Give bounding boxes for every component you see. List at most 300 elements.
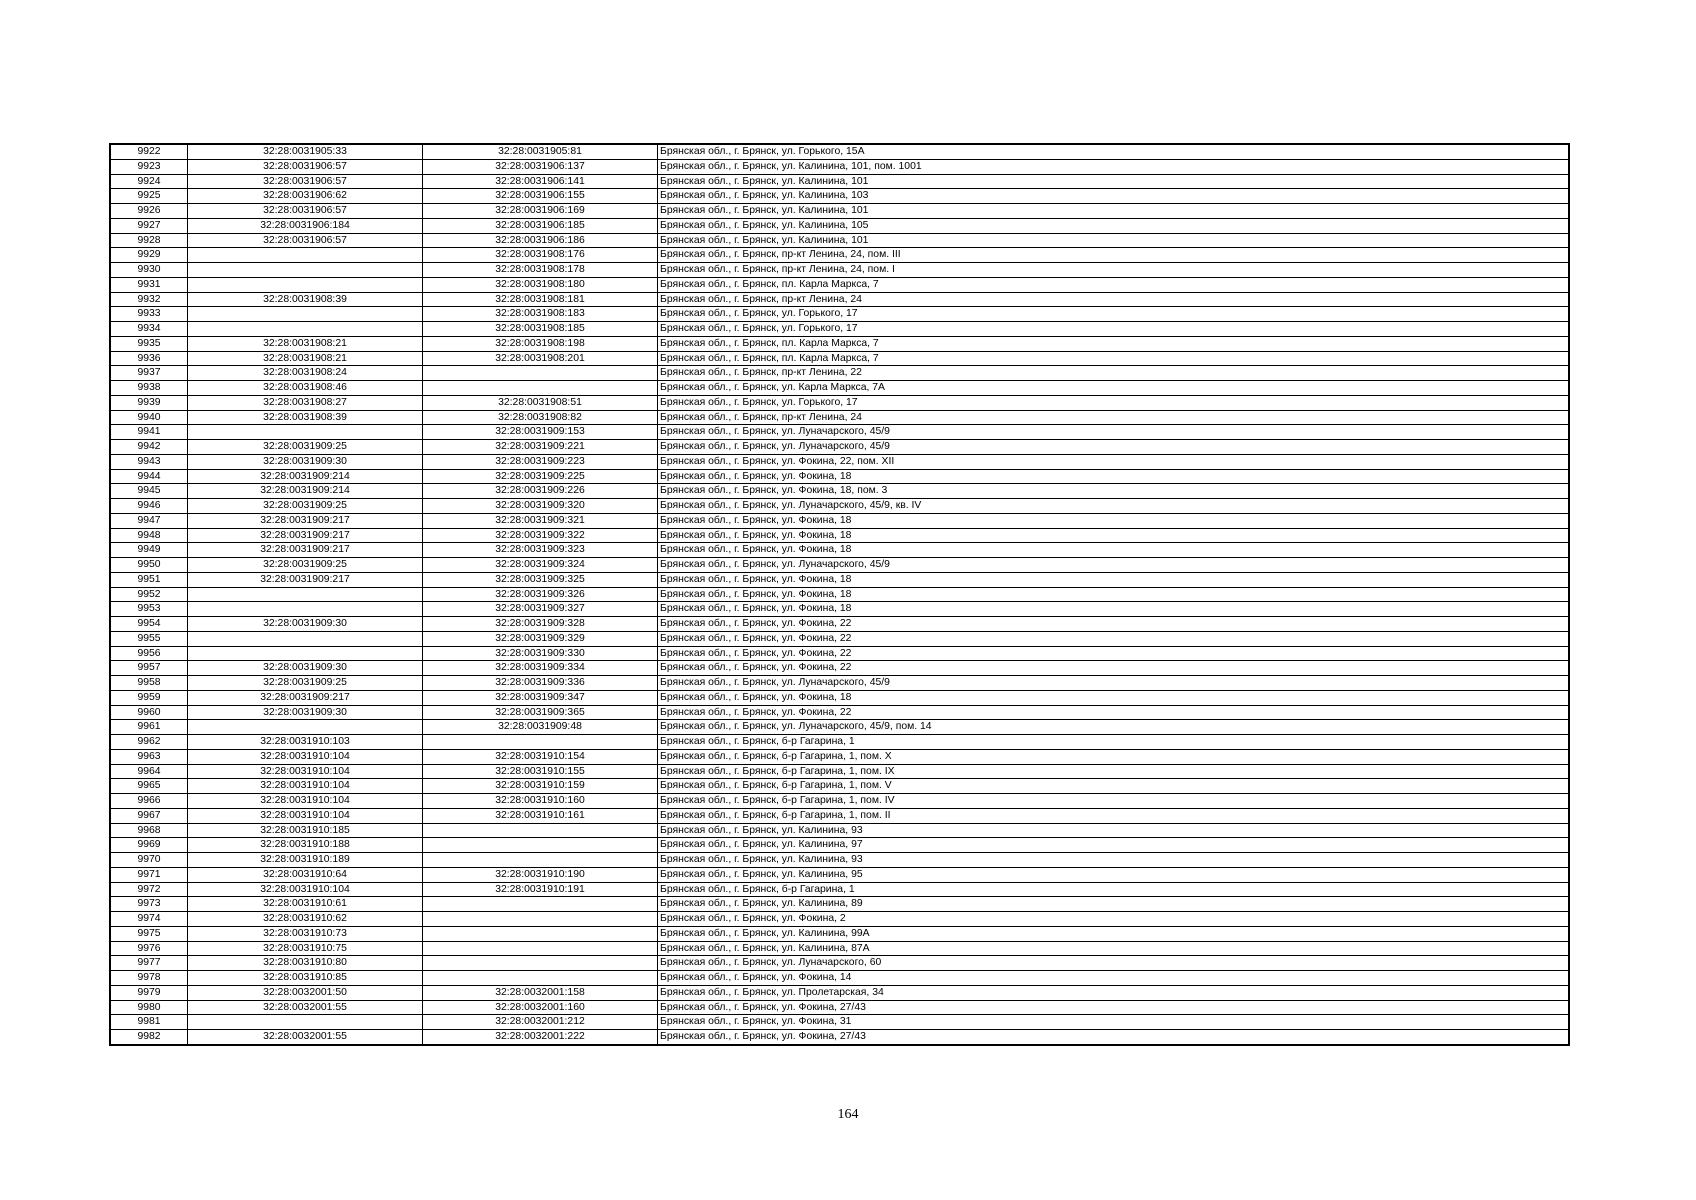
table-row	[110, 882, 1569, 897]
table-row	[110, 322, 1569, 337]
parcel-number-cell: 32:28:0031910:188	[188, 838, 423, 853]
address-cell: Брянская обл., г. Брянск, пл. Карла Маркса, 7	[658, 351, 1570, 366]
address-cell: Брянская обл., г. Брянск, ул. Калинина, 97	[658, 838, 1570, 853]
table-row	[110, 410, 1569, 425]
row-number-cell: 9981	[110, 1015, 188, 1030]
object-number-cell: 32:28:0031909:322	[423, 528, 658, 543]
address-cell: Брянская обл., г. Брянск, ул. Луначарского, 45/9	[658, 425, 1570, 440]
address-cell: Брянская обл., г. Брянск, ул. Фокина, 22	[658, 631, 1570, 646]
table-row	[110, 971, 1569, 986]
parcel-number-cell: 32:28:0031909:217	[188, 690, 423, 705]
address-cell: Брянская обл., г. Брянск, ул. Фокина, 2	[658, 912, 1570, 927]
address-cell: Брянская обл., г. Брянск, ул. Горького, 17	[658, 307, 1570, 322]
parcel-number-cell: 32:28:0031908:24	[188, 366, 423, 381]
row-number-cell: 9969	[110, 838, 188, 853]
address-cell: Брянская обл., г. Брянск, ул. Фокина, 22	[658, 617, 1570, 632]
parcel-number-cell: 32:28:0031909:25	[188, 440, 423, 455]
object-number-cell: 32:28:0032001:212	[423, 1015, 658, 1030]
row-number-cell: 9934	[110, 322, 188, 337]
object-number-cell: 32:28:0031906:141	[423, 174, 658, 189]
table-row	[110, 794, 1569, 809]
object-number-cell: 32:28:0031909:365	[423, 705, 658, 720]
table-row	[110, 484, 1569, 499]
parcel-number-cell: 32:28:0031906:184	[188, 218, 423, 233]
object-number-cell	[423, 926, 658, 941]
object-number-cell: 32:28:0032001:160	[423, 1000, 658, 1015]
object-number-cell: 32:28:0031910:191	[423, 882, 658, 897]
table-row	[110, 646, 1569, 661]
object-number-cell	[423, 956, 658, 971]
table-row	[110, 351, 1569, 366]
row-number-cell: 9975	[110, 926, 188, 941]
table-row	[110, 159, 1569, 174]
page-number: 164	[837, 1107, 859, 1122]
object-number-cell: 32:28:0031909:320	[423, 499, 658, 514]
parcel-number-cell	[188, 602, 423, 617]
parcel-number-cell: 32:28:0031910:185	[188, 823, 423, 838]
object-number-cell: 32:28:0031909:336	[423, 676, 658, 691]
address-cell: Брянская обл., г. Брянск, ул. Горького, 17	[658, 322, 1570, 337]
row-number-cell: 9954	[110, 617, 188, 632]
address-cell: Брянская обл., г. Брянск, ул. Фокина, 27/43	[658, 1000, 1570, 1015]
table-row	[110, 454, 1569, 469]
address-cell: Брянская обл., г. Брянск, б-р Гагарина, 1, пом. II	[658, 808, 1570, 823]
object-number-cell: 32:28:0031909:225	[423, 469, 658, 484]
parcel-number-cell: 32:28:0032001:50	[188, 985, 423, 1000]
parcel-number-cell: 32:28:0031908:46	[188, 381, 423, 396]
row-number-cell: 9922	[110, 144, 188, 159]
row-number-cell: 9951	[110, 572, 188, 587]
row-number-cell: 9929	[110, 248, 188, 263]
table-row	[110, 956, 1569, 971]
table-row	[110, 189, 1569, 204]
parcel-number-cell: 32:28:0031908:21	[188, 351, 423, 366]
table-row	[110, 381, 1569, 396]
table-row	[110, 749, 1569, 764]
row-number-cell: 9963	[110, 749, 188, 764]
parcel-number-cell	[188, 587, 423, 602]
address-cell: Брянская обл., г. Брянск, ул. Фокина, 18	[658, 602, 1570, 617]
address-cell: Брянская обл., г. Брянск, ул. Фокина, 18	[658, 469, 1570, 484]
object-number-cell: 32:28:0031909:328	[423, 617, 658, 632]
row-number-cell: 9967	[110, 808, 188, 823]
address-cell: Брянская обл., г. Брянск, пр-кт Ленина, 22	[658, 366, 1570, 381]
parcel-number-cell: 32:28:0031910:64	[188, 867, 423, 882]
object-number-cell	[423, 823, 658, 838]
address-cell: Брянская обл., г. Брянск, ул. Калинина, 101	[658, 233, 1570, 248]
address-cell: Брянская обл., г. Брянск, ул. Калинина, 95	[658, 867, 1570, 882]
address-cell: Брянская обл., г. Брянск, ул. Пролетарская, 34	[658, 985, 1570, 1000]
parcel-number-cell: 32:28:0031910:104	[188, 779, 423, 794]
address-cell: Брянская обл., г. Брянск, ул. Фокина, 18	[658, 587, 1570, 602]
table-row	[110, 897, 1569, 912]
row-number-cell: 9927	[110, 218, 188, 233]
object-number-cell: 32:28:0031909:321	[423, 513, 658, 528]
table-row	[110, 528, 1569, 543]
object-number-cell: 32:28:0031909:153	[423, 425, 658, 440]
row-number-cell: 9944	[110, 469, 188, 484]
address-cell: Брянская обл., г. Брянск, ул. Калинина, 101, пом. 1001	[658, 159, 1570, 174]
parcel-number-cell: 32:28:0031908:39	[188, 292, 423, 307]
address-cell: Брянская обл., г. Брянск, пр-кт Ленина, 24	[658, 292, 1570, 307]
row-number-cell: 9971	[110, 867, 188, 882]
table-row	[110, 469, 1569, 484]
object-number-cell: 32:28:0031909:325	[423, 572, 658, 587]
parcel-number-cell: 32:28:0031909:25	[188, 499, 423, 514]
object-number-cell: 32:28:0031906:169	[423, 204, 658, 219]
address-cell: Брянская обл., г. Брянск, ул. Фокина, 18	[658, 572, 1570, 587]
row-number-cell: 9924	[110, 174, 188, 189]
address-cell: Брянская обл., г. Брянск, ул. Фокина, 18, пом. 3	[658, 484, 1570, 499]
parcel-number-cell: 32:28:0031910:104	[188, 749, 423, 764]
address-cell: Брянская обл., г. Брянск, пл. Карла Маркса, 7	[658, 277, 1570, 292]
address-cell: Брянская обл., г. Брянск, ул. Фокина, 22	[658, 661, 1570, 676]
row-number-cell: 9938	[110, 381, 188, 396]
row-number-cell: 9966	[110, 794, 188, 809]
parcel-number-cell: 32:28:0031908:21	[188, 336, 423, 351]
row-number-cell: 9972	[110, 882, 188, 897]
parcel-number-cell: 32:28:0031909:217	[188, 572, 423, 587]
parcel-number-cell: 32:28:0031909:30	[188, 661, 423, 676]
table-row	[110, 1015, 1569, 1030]
address-cell: Брянская обл., г. Брянск, ул. Калинина, 99А	[658, 926, 1570, 941]
address-cell: Брянская обл., г. Брянск, ул. Фокина, 22	[658, 646, 1570, 661]
table-row	[110, 676, 1569, 691]
object-number-cell: 32:28:0031909:327	[423, 602, 658, 617]
parcel-number-cell: 32:28:0031906:62	[188, 189, 423, 204]
row-number-cell: 9943	[110, 454, 188, 469]
address-cell: Брянская обл., г. Брянск, ул. Калинина, 93	[658, 853, 1570, 868]
table-row	[110, 218, 1569, 233]
row-number-cell: 9958	[110, 676, 188, 691]
table-row	[110, 617, 1569, 632]
row-number-cell: 9939	[110, 395, 188, 410]
object-number-cell: 32:28:0031909:221	[423, 440, 658, 455]
address-cell: Брянская обл., г. Брянск, ул. Луначарского, 45/9	[658, 676, 1570, 691]
row-number-cell: 9955	[110, 631, 188, 646]
address-cell: Брянская обл., г. Брянск, ул. Горького, 15А	[658, 144, 1570, 159]
row-number-cell: 9930	[110, 263, 188, 278]
table-row	[110, 779, 1569, 794]
object-number-cell: 32:28:0031908:180	[423, 277, 658, 292]
object-number-cell: 32:28:0031908:82	[423, 410, 658, 425]
object-number-cell: 32:28:0031909:323	[423, 543, 658, 558]
table-row	[110, 587, 1569, 602]
parcel-number-cell: 32:28:0031910:104	[188, 882, 423, 897]
parcel-number-cell: 32:28:0031909:217	[188, 513, 423, 528]
row-number-cell: 9962	[110, 735, 188, 750]
row-number-cell: 9980	[110, 1000, 188, 1015]
row-number-cell: 9959	[110, 690, 188, 705]
row-number-cell: 9978	[110, 971, 188, 986]
row-number-cell: 9931	[110, 277, 188, 292]
address-cell: Брянская обл., г. Брянск, б-р Гагарина, 1, пом. IV	[658, 794, 1570, 809]
row-number-cell: 9952	[110, 587, 188, 602]
row-number-cell: 9926	[110, 204, 188, 219]
row-number-cell: 9957	[110, 661, 188, 676]
table-row	[110, 764, 1569, 779]
row-number-cell: 9948	[110, 528, 188, 543]
parcel-number-cell: 32:28:0031909:214	[188, 469, 423, 484]
table-row	[110, 543, 1569, 558]
object-number-cell: 32:28:0031908:51	[423, 395, 658, 410]
table-row	[110, 631, 1569, 646]
object-number-cell	[423, 735, 658, 750]
object-number-cell	[423, 381, 658, 396]
table-row	[110, 513, 1569, 528]
row-number-cell: 9937	[110, 366, 188, 381]
row-number-cell: 9976	[110, 941, 188, 956]
object-number-cell	[423, 366, 658, 381]
parcel-number-cell: 32:28:0031908:27	[188, 395, 423, 410]
object-number-cell	[423, 912, 658, 927]
parcel-number-cell: 32:28:0031909:30	[188, 617, 423, 632]
address-cell: Брянская обл., г. Брянск, б-р Гагарина, 1	[658, 882, 1570, 897]
object-number-cell: 32:28:0031908:185	[423, 322, 658, 337]
table-row	[110, 336, 1569, 351]
object-number-cell	[423, 897, 658, 912]
row-number-cell: 9953	[110, 602, 188, 617]
address-cell: Брянская обл., г. Брянск, б-р Гагарина, 1, пом. V	[658, 779, 1570, 794]
address-cell: Брянская обл., г. Брянск, ул. Луначарского, 45/9, кв. IV	[658, 499, 1570, 514]
parcel-number-cell: 32:28:0031909:217	[188, 528, 423, 543]
object-number-cell: 32:28:0031908:181	[423, 292, 658, 307]
table-row	[110, 440, 1569, 455]
object-number-cell: 32:28:0031910:154	[423, 749, 658, 764]
parcel-number-cell: 32:28:0031910:80	[188, 956, 423, 971]
row-number-cell: 9936	[110, 351, 188, 366]
row-number-cell: 9964	[110, 764, 188, 779]
object-number-cell: 32:28:0031909:334	[423, 661, 658, 676]
table-row	[110, 277, 1569, 292]
table-row	[110, 705, 1569, 720]
address-cell: Брянская обл., г. Брянск, ул. Горького, 17	[658, 395, 1570, 410]
object-number-cell: 32:28:0031910:161	[423, 808, 658, 823]
parcel-number-cell	[188, 631, 423, 646]
parcel-number-cell: 32:28:0031906:57	[188, 159, 423, 174]
address-cell: Брянская обл., г. Брянск, ул. Фокина, 18	[658, 528, 1570, 543]
address-cell: Брянская обл., г. Брянск, ул. Фокина, 31	[658, 1015, 1570, 1030]
address-cell: Брянская обл., г. Брянск, б-р Гагарина, 1, пом. IX	[658, 764, 1570, 779]
address-cell: Брянская обл., г. Брянск, ул. Карла Маркса, 7А	[658, 381, 1570, 396]
row-number-cell: 9982	[110, 1030, 188, 1045]
table-row	[110, 985, 1569, 1000]
row-number-cell: 9973	[110, 897, 188, 912]
row-number-cell: 9968	[110, 823, 188, 838]
parcel-number-cell	[188, 263, 423, 278]
parcel-number-cell: 32:28:0031910:104	[188, 808, 423, 823]
object-number-cell: 32:28:0031908:201	[423, 351, 658, 366]
address-cell: Брянская обл., г. Брянск, ул. Луначарского, 45/9	[658, 440, 1570, 455]
address-cell: Брянская обл., г. Брянск, ул. Фокина, 18	[658, 690, 1570, 705]
object-number-cell: 32:28:0031908:183	[423, 307, 658, 322]
address-cell: Брянская обл., г. Брянск, ул. Луначарского, 45/9, пом. 14	[658, 720, 1570, 735]
row-number-cell: 9935	[110, 336, 188, 351]
table-row	[110, 853, 1569, 868]
parcel-number-cell: 32:28:0031908:39	[188, 410, 423, 425]
parcel-number-cell: 32:28:0031910:73	[188, 926, 423, 941]
address-cell: Брянская обл., г. Брянск, ул. Калинина, 101	[658, 174, 1570, 189]
row-number-cell: 9949	[110, 543, 188, 558]
parcel-number-cell	[188, 646, 423, 661]
parcel-number-cell: 32:28:0032001:55	[188, 1030, 423, 1045]
object-number-cell	[423, 941, 658, 956]
address-cell: Брянская обл., г. Брянск, ул. Фокина, 22	[658, 705, 1570, 720]
parcel-number-cell: 32:28:0031910:104	[188, 794, 423, 809]
table-row	[110, 292, 1569, 307]
object-number-cell: 32:28:0031909:223	[423, 454, 658, 469]
table-row	[110, 144, 1569, 159]
object-number-cell: 32:28:0031910:155	[423, 764, 658, 779]
table-body	[110, 144, 1569, 1045]
row-number-cell: 9979	[110, 985, 188, 1000]
object-number-cell: 32:28:0031909:329	[423, 631, 658, 646]
address-cell: Брянская обл., г. Брянск, ул. Луначарского, 45/9	[658, 558, 1570, 573]
table-row	[110, 572, 1569, 587]
row-number-cell: 9970	[110, 853, 188, 868]
parcel-number-cell	[188, 425, 423, 440]
object-number-cell: 32:28:0031906:155	[423, 189, 658, 204]
address-cell: Брянская обл., г. Брянск, б-р Гагарина, 1	[658, 735, 1570, 750]
table-row	[110, 823, 1569, 838]
address-cell: Брянская обл., г. Брянск, б-р Гагарина, 1, пом. X	[658, 749, 1570, 764]
address-cell: Брянская обл., г. Брянск, ул. Калинина, 103	[658, 189, 1570, 204]
row-number-cell: 9974	[110, 912, 188, 927]
parcel-number-cell: 32:28:0031909:25	[188, 558, 423, 573]
parcel-number-cell: 32:28:0031909:30	[188, 705, 423, 720]
parcel-number-cell: 32:28:0032001:55	[188, 1000, 423, 1015]
object-number-cell: 32:28:0031905:81	[423, 144, 658, 159]
object-number-cell: 32:28:0032001:158	[423, 985, 658, 1000]
table-row	[110, 867, 1569, 882]
table-row	[110, 204, 1569, 219]
object-number-cell: 32:28:0032001:222	[423, 1030, 658, 1045]
row-number-cell: 9965	[110, 779, 188, 794]
row-number-cell: 9946	[110, 499, 188, 514]
row-number-cell: 9961	[110, 720, 188, 735]
table-row	[110, 838, 1569, 853]
table-row	[110, 248, 1569, 263]
row-number-cell: 9977	[110, 956, 188, 971]
object-number-cell: 32:28:0031910:190	[423, 867, 658, 882]
object-number-cell: 32:28:0031910:159	[423, 779, 658, 794]
parcel-number-cell: 32:28:0031905:33	[188, 144, 423, 159]
parcel-number-cell: 32:28:0031910:189	[188, 853, 423, 868]
table-row	[110, 233, 1569, 248]
table-row	[110, 735, 1569, 750]
table-row	[110, 661, 1569, 676]
address-cell: Брянская обл., г. Брянск, пр-кт Ленина, 24	[658, 410, 1570, 425]
object-number-cell: 32:28:0031906:186	[423, 233, 658, 248]
object-number-cell: 32:28:0031909:347	[423, 690, 658, 705]
table-row	[110, 602, 1569, 617]
table-row	[110, 499, 1569, 514]
parcel-number-cell: 32:28:0031906:57	[188, 204, 423, 219]
table-row	[110, 366, 1569, 381]
table-row	[110, 174, 1569, 189]
object-number-cell	[423, 971, 658, 986]
parcel-number-cell: 32:28:0031910:104	[188, 764, 423, 779]
address-cell: Брянская обл., г. Брянск, ул. Фокина, 22, пом. XII	[658, 454, 1570, 469]
table-row	[110, 720, 1569, 735]
table-row	[110, 1030, 1569, 1045]
address-cell: Брянская обл., г. Брянск, пр-кт Ленина, 24, пом. I	[658, 263, 1570, 278]
object-number-cell	[423, 838, 658, 853]
address-cell: Брянская обл., г. Брянск, ул. Фокина, 18	[658, 543, 1570, 558]
row-number-cell: 9923	[110, 159, 188, 174]
address-cell: Брянская обл., г. Брянск, ул. Луначарского, 60	[658, 956, 1570, 971]
table-row	[110, 941, 1569, 956]
parcel-number-cell: 32:28:0031906:57	[188, 174, 423, 189]
row-number-cell: 9945	[110, 484, 188, 499]
parcel-number-cell: 32:28:0031909:30	[188, 454, 423, 469]
parcel-number-cell: 32:28:0031909:217	[188, 543, 423, 558]
row-number-cell: 9925	[110, 189, 188, 204]
row-number-cell: 9950	[110, 558, 188, 573]
object-number-cell	[423, 853, 658, 868]
table-row	[110, 263, 1569, 278]
parcel-number-cell: 32:28:0031909:214	[188, 484, 423, 499]
parcel-number-cell: 32:28:0031910:61	[188, 897, 423, 912]
row-number-cell: 9928	[110, 233, 188, 248]
address-cell: Брянская обл., г. Брянск, пл. Карла Маркса, 7	[658, 336, 1570, 351]
object-number-cell: 32:28:0031909:48	[423, 720, 658, 735]
object-number-cell: 32:28:0031908:176	[423, 248, 658, 263]
parcel-number-cell	[188, 322, 423, 337]
table-row	[110, 926, 1569, 941]
address-cell: Брянская обл., г. Брянск, ул. Калинина, 105	[658, 218, 1570, 233]
cadastral-register-table	[109, 143, 1570, 1046]
object-number-cell: 32:28:0031909:324	[423, 558, 658, 573]
address-cell: Брянская обл., г. Брянск, ул. Фокина, 18	[658, 513, 1570, 528]
row-number-cell: 9956	[110, 646, 188, 661]
parcel-number-cell	[188, 307, 423, 322]
object-number-cell: 32:28:0031909:226	[423, 484, 658, 499]
object-number-cell: 32:28:0031908:178	[423, 263, 658, 278]
object-number-cell: 32:28:0031908:198	[423, 336, 658, 351]
row-number-cell: 9947	[110, 513, 188, 528]
parcel-number-cell: 32:28:0031906:57	[188, 233, 423, 248]
address-cell: Брянская обл., г. Брянск, ул. Калинина, 101	[658, 204, 1570, 219]
table-row	[110, 395, 1569, 410]
parcel-number-cell: 32:28:0031910:62	[188, 912, 423, 927]
table-row	[110, 425, 1569, 440]
table-row	[110, 307, 1569, 322]
address-cell: Брянская обл., г. Брянск, ул. Калинина, 93	[658, 823, 1570, 838]
object-number-cell: 32:28:0031906:185	[423, 218, 658, 233]
row-number-cell: 9940	[110, 410, 188, 425]
row-number-cell: 9933	[110, 307, 188, 322]
parcel-number-cell	[188, 720, 423, 735]
parcel-number-cell	[188, 248, 423, 263]
object-number-cell: 32:28:0031906:137	[423, 159, 658, 174]
table-row	[110, 808, 1569, 823]
address-cell: Брянская обл., г. Брянск, ул. Калинина, 87А	[658, 941, 1570, 956]
parcel-number-cell: 32:28:0031910:103	[188, 735, 423, 750]
address-cell: Брянская обл., г. Брянск, ул. Фокина, 27/43	[658, 1030, 1570, 1045]
object-number-cell: 32:28:0031909:326	[423, 587, 658, 602]
parcel-number-cell	[188, 1015, 423, 1030]
row-number-cell: 9932	[110, 292, 188, 307]
parcel-number-cell: 32:28:0031910:85	[188, 971, 423, 986]
object-number-cell: 32:28:0031909:330	[423, 646, 658, 661]
address-cell: Брянская обл., г. Брянск, ул. Фокина, 14	[658, 971, 1570, 986]
row-number-cell: 9942	[110, 440, 188, 455]
table-row	[110, 912, 1569, 927]
address-cell: Брянская обл., г. Брянск, пр-кт Ленина, 24, пом. III	[658, 248, 1570, 263]
parcel-number-cell: 32:28:0031909:25	[188, 676, 423, 691]
row-number-cell: 9941	[110, 425, 188, 440]
